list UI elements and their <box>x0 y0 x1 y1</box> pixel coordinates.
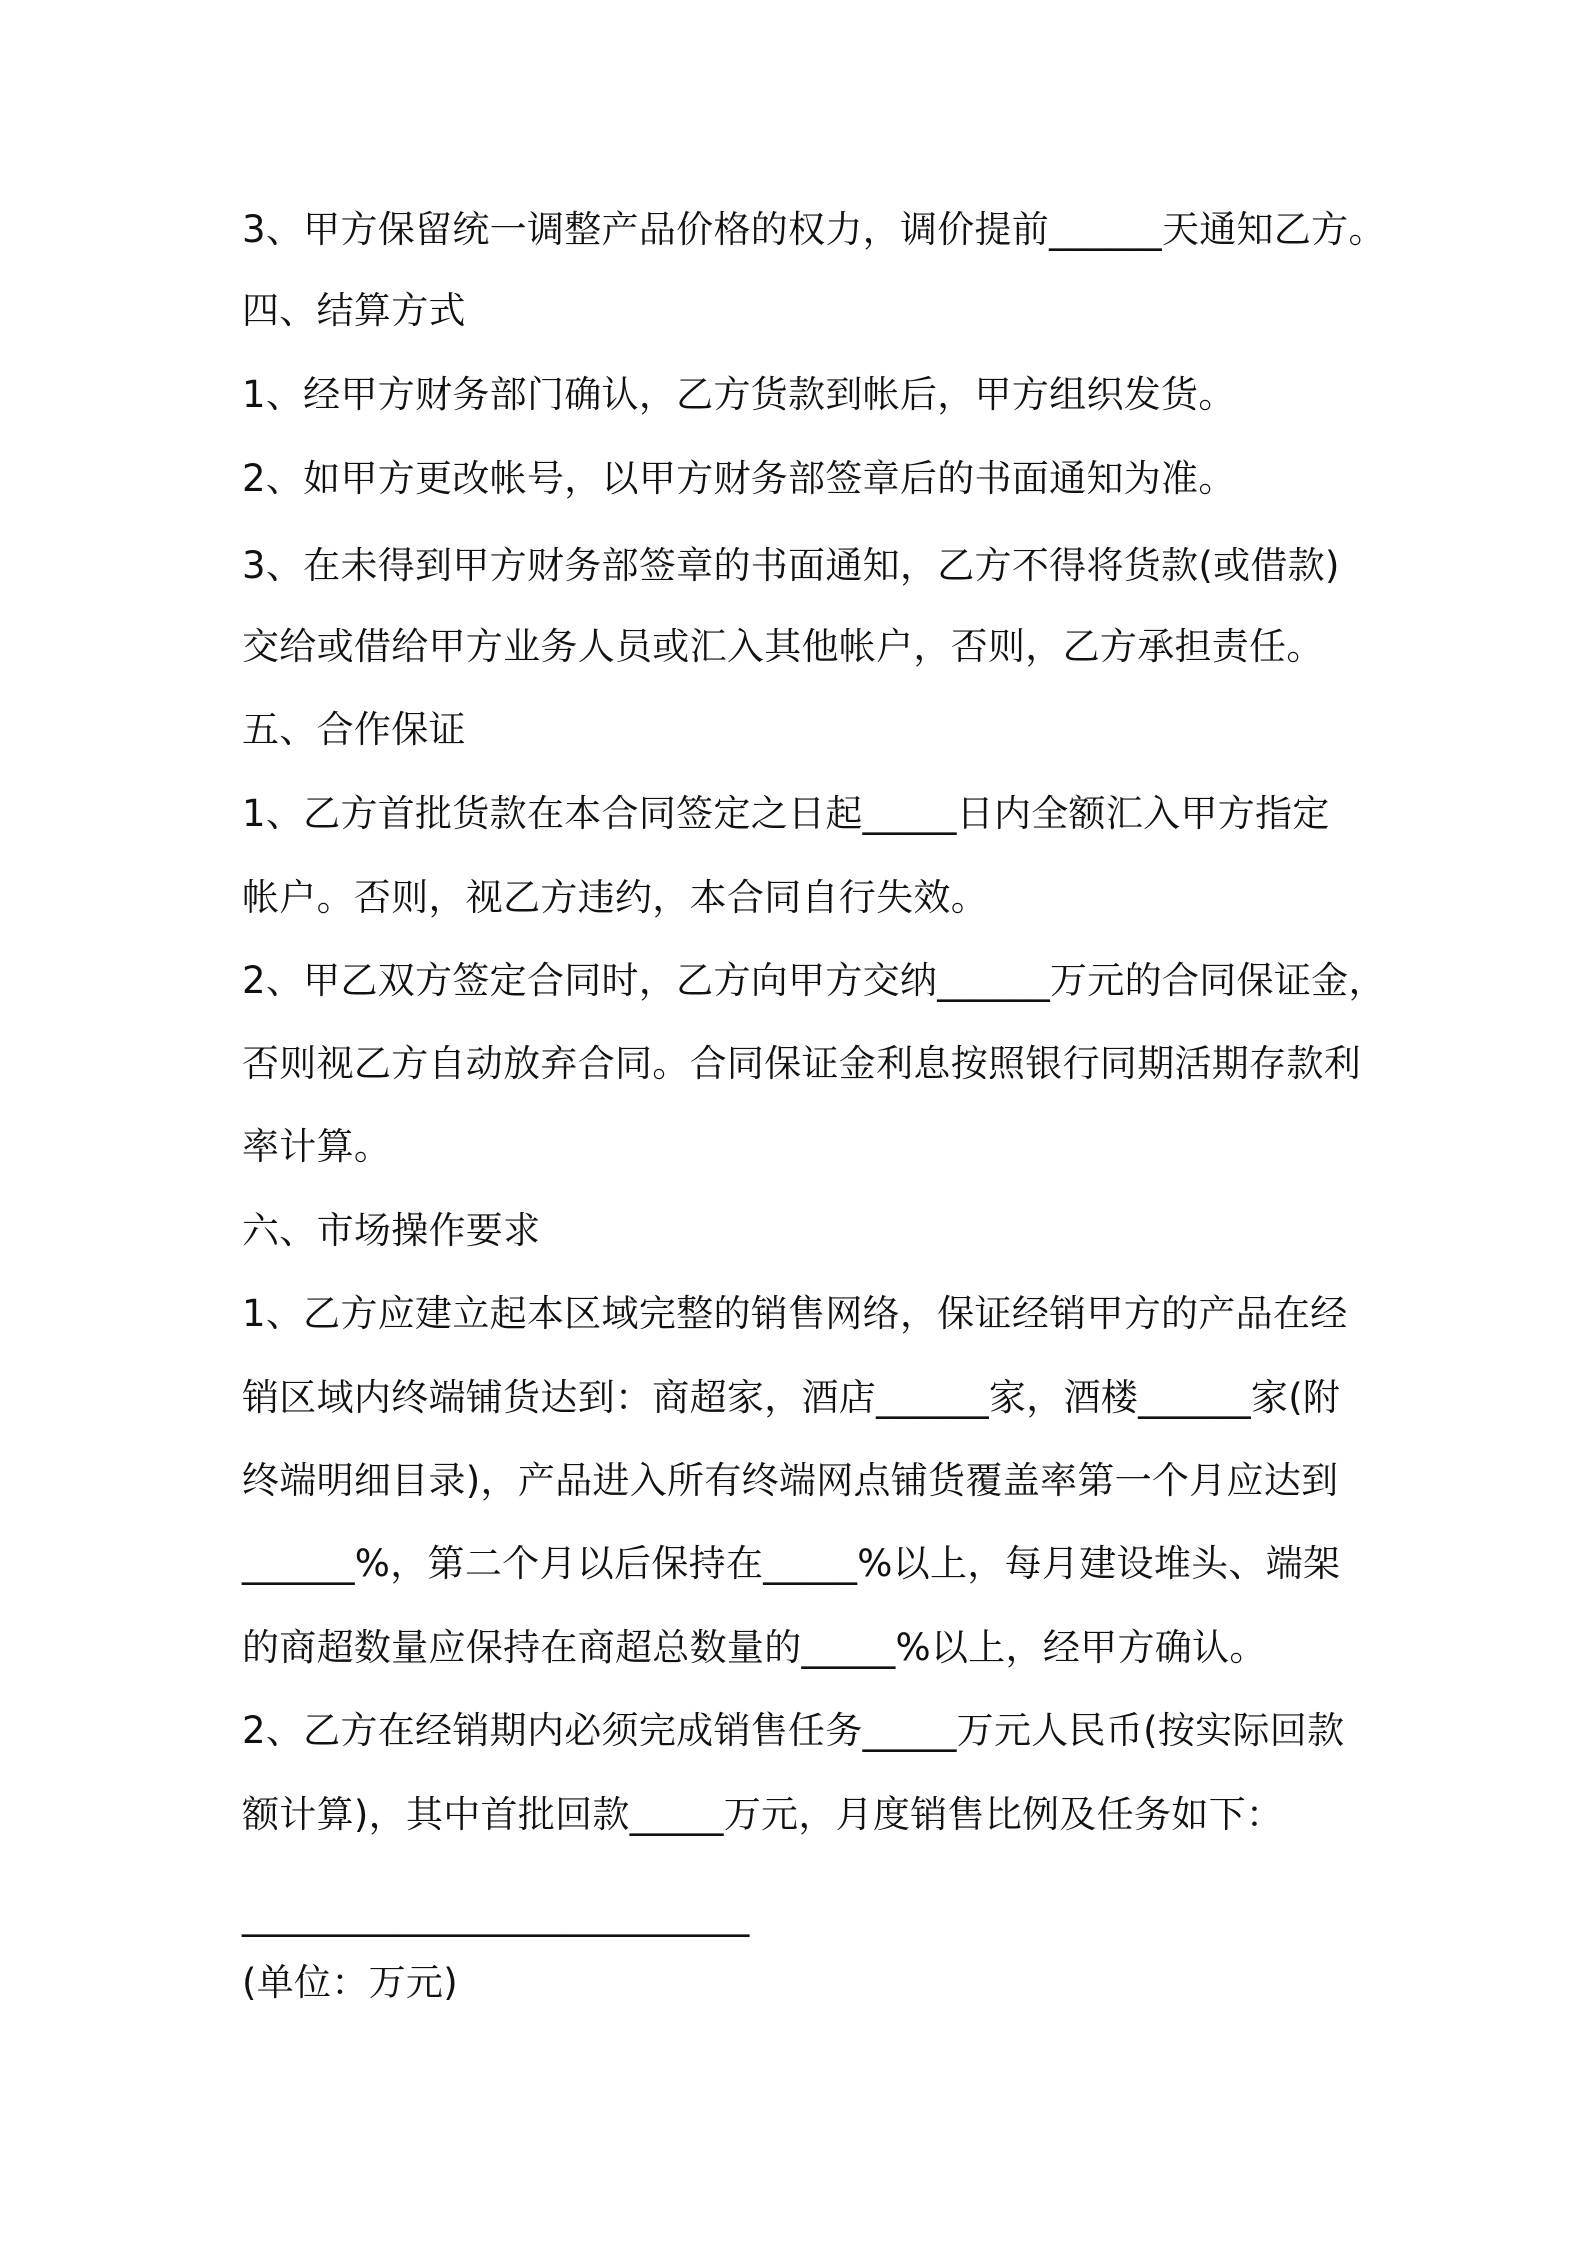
unit-note: (单位：万元) <box>242 1961 458 2004</box>
clause-2-account-change: 2、如甲方更改帐号，以甲方财务部签章后的书面通知为准。 <box>242 457 1236 500</box>
clause-3-payment-line-1: 3、在未得到甲方财务部签章的书面通知，乙方不得将货款(或借款) <box>242 544 1340 587</box>
clause-2-deposit-line-3: 率计算。 <box>242 1125 392 1168</box>
clause-1-first-payment-line-1: 1、乙方首批货款在本合同签定之日起_____日内全额汇入甲方指定 <box>242 792 1330 835</box>
clause-1-first-payment-line-2: 帐户。否则，视乙方违约，本合同自行失效。 <box>242 876 988 919</box>
clause-1-network-line-1: 1、乙方应建立起本区域完整的销售网络，保证经销甲方的产品在经 <box>242 1292 1348 1335</box>
clause-2-deposit-line-2: 否则视乙方自动放弃合同。合同保证金利息按照银行同期活期存款利 <box>242 1042 1361 1085</box>
section-heading-settlement: 四、结算方式 <box>242 289 466 332</box>
clause-3-payment-line-2: 交给或借给甲方业务人员或汇入其他帐户，否则，乙方承担责任。 <box>242 625 1324 668</box>
section-heading-market: 六、市场操作要求 <box>242 1209 541 1252</box>
fill-in-blank-line: ___________________________ <box>242 1894 750 1937</box>
section-heading-cooperation: 五、合作保证 <box>242 708 466 751</box>
clause-1-network-line-3: 终端明细目录)，产品进入所有终端网点铺货覆盖率第一个月应达到 <box>242 1459 1339 1502</box>
clause-1-network-line-2: 销区域内终端铺货达到：商超家，酒店______家，酒楼______家(附 <box>242 1376 1341 1419</box>
clause-1-network-line-5: 的商超数量应保持在商超总数量的_____%以上，经甲方确认。 <box>242 1626 1267 1669</box>
clause-2-deposit-line-1: 2、甲乙双方签定合同时，乙方向甲方交纳______万元的合同保证金， <box>242 959 1386 1002</box>
clause-1-network-line-4: ______%，第二个月以后保持在_____%以上，每月建设堆头、端架 <box>242 1542 1341 1585</box>
clause-3-price-adjustment: 3、甲方保留统一调整产品价格的权力，调价提前______天通知乙方。 <box>242 208 1386 251</box>
clause-2-sales-target-line-1: 2、乙方在经销期内必须完成销售任务_____万元人民币(按实际回款 <box>242 1709 1345 1752</box>
clause-2-sales-target-line-2: 额计算)，其中首批回款_____万元，月度销售比例及任务如下： <box>242 1793 1284 1836</box>
clause-1-shipment: 1、经甲方财务部门确认，乙方货款到帐后，甲方组织发货。 <box>242 373 1236 416</box>
